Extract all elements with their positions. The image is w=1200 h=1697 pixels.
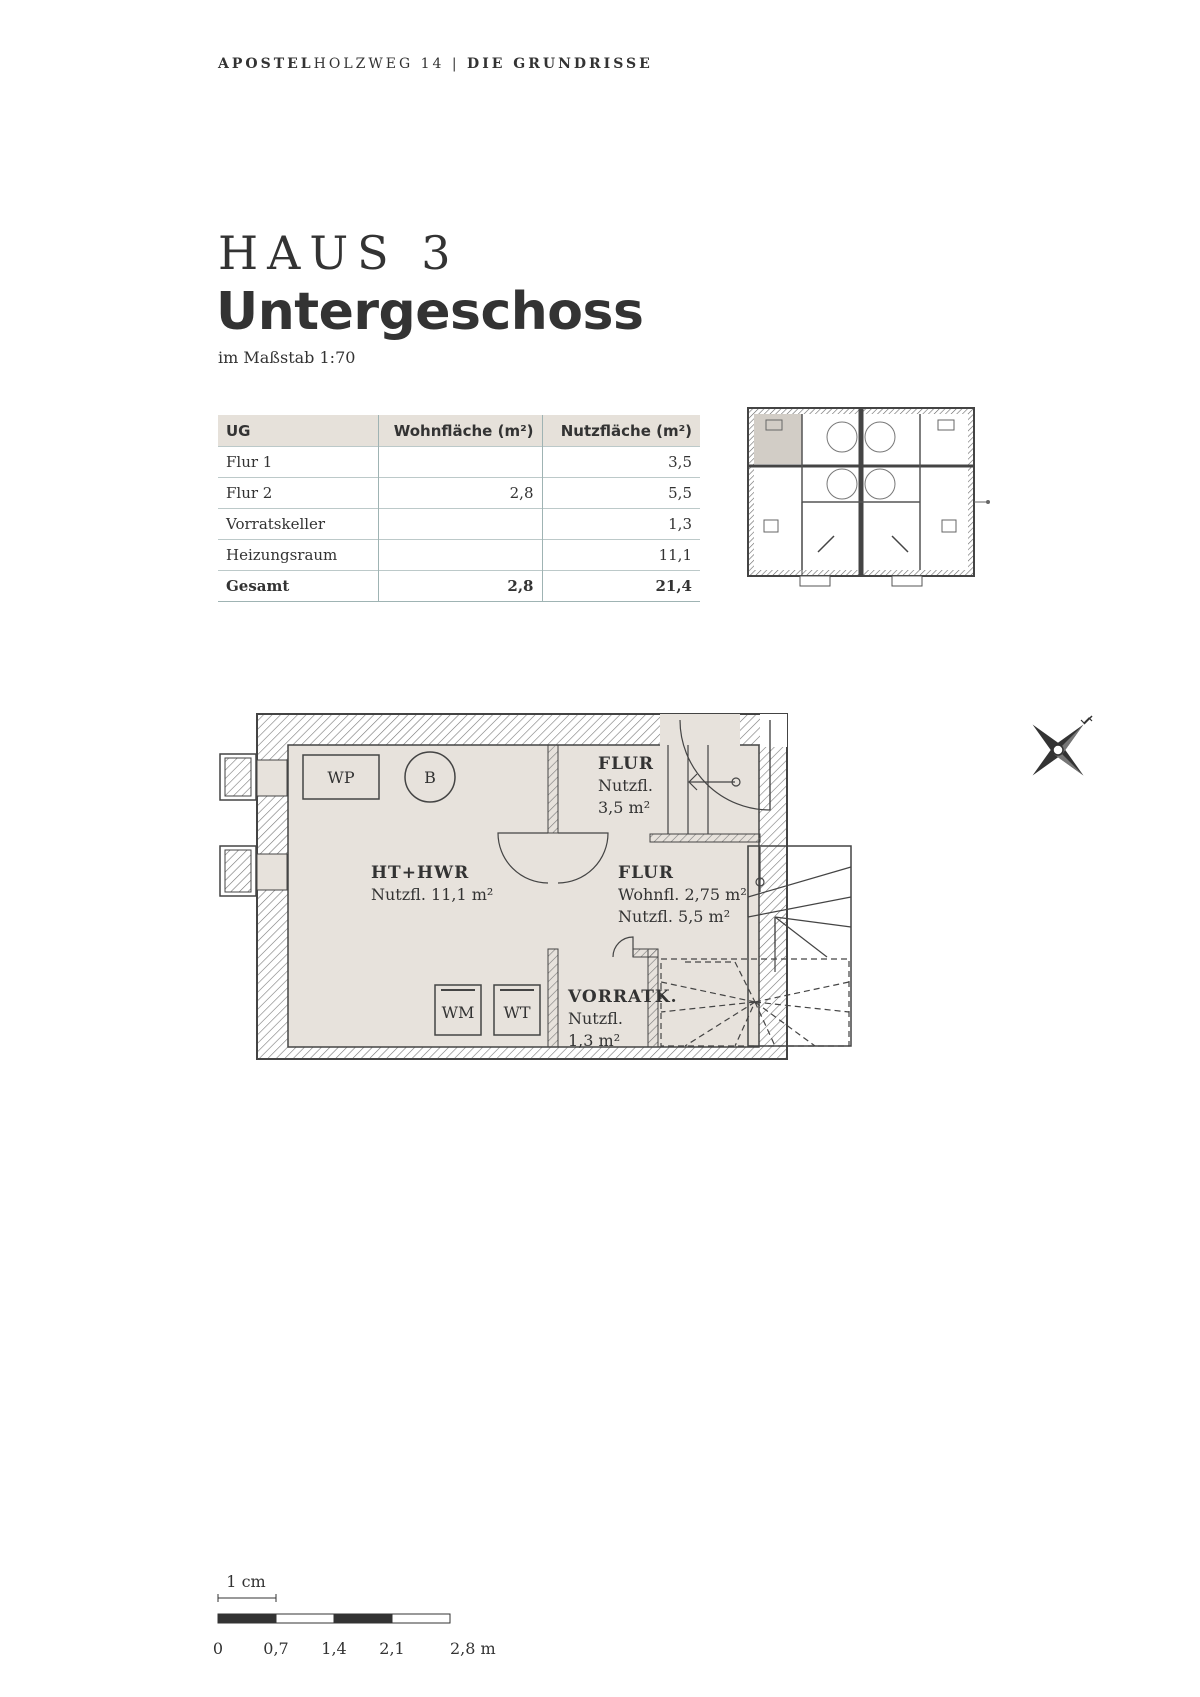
- wm-label: WM: [441, 1003, 475, 1022]
- wt-label: WT: [503, 1003, 531, 1022]
- area-table: [218, 415, 700, 602]
- wp-label: WP: [327, 768, 355, 787]
- entrance-area: [761, 714, 785, 745]
- room-area-label-vorratk: Nutzfl.: [568, 1009, 623, 1028]
- nutzflaeche-value: 5,5: [542, 478, 700, 509]
- scale-tick-label: 2,1: [379, 1639, 405, 1658]
- nutzflaeche-value: 1,3: [542, 509, 700, 540]
- running-header: [218, 56, 653, 72]
- wohnflaeche-value: [378, 447, 542, 478]
- header-separator: |: [451, 56, 460, 72]
- total-wohnflaeche: 2,8: [378, 571, 542, 602]
- room-area-flur1: 3,5 m²: [598, 798, 651, 817]
- room-name-flur2: FLUR: [618, 863, 675, 883]
- key-plan-highlight: [754, 414, 802, 464]
- table-row: [218, 509, 700, 540]
- table-header-floor: UG: [218, 415, 378, 447]
- room-area-label-flur1: Nutzfl.: [598, 776, 653, 795]
- header-project: APOSTEL: [218, 56, 314, 72]
- table-header-nutzflaeche: Nutzfläche (m²): [542, 415, 700, 447]
- room-wohn-flur2: Wohnfl. 2,75 m²: [618, 885, 747, 904]
- room-area-vorratk: 1,3 m²: [568, 1031, 621, 1050]
- table-total-row: [218, 571, 700, 602]
- wohnflaeche-value: [378, 509, 542, 540]
- interior-wall: [548, 745, 558, 833]
- compass-rose: [1018, 710, 1098, 790]
- room-name-ht-hwr: HT+HWR: [371, 863, 470, 883]
- nutzflaeche-value: 3,5: [542, 447, 700, 478]
- table-row: [218, 540, 700, 571]
- header-section: DIE GRUNDRISSE: [467, 56, 653, 72]
- scale-bar: [210, 1570, 496, 1670]
- entrance-niche: [660, 714, 740, 830]
- total-label: Gesamt: [218, 571, 378, 602]
- key-plan: [742, 402, 992, 602]
- scale-unit-label: 1 cm: [226, 1572, 266, 1591]
- room-name: Heizungsraum: [218, 540, 378, 571]
- table-row: [218, 447, 700, 478]
- nutzflaeche-value: 11,1: [542, 540, 700, 571]
- wohnflaeche-value: 2,8: [378, 478, 542, 509]
- table-header-wohnflaeche: Wohnfläche (m²): [378, 415, 542, 447]
- header-project-rest: HOLZWEG 14: [313, 56, 445, 72]
- table-row: [218, 478, 700, 509]
- scale-note: im Maßstab 1:70: [218, 348, 356, 367]
- wohnflaeche-value: [378, 540, 542, 571]
- total-nutzflaeche: 21,4: [542, 571, 700, 602]
- scale-tick-label: 0,7: [263, 1639, 289, 1658]
- room-name: Flur 2: [218, 478, 378, 509]
- floor-plan: [215, 712, 885, 1077]
- house-title: HAUS 3: [218, 226, 460, 280]
- room-name-vorratk: VORRATK.: [568, 987, 678, 1007]
- floor-title: Untergeschoss: [216, 282, 644, 342]
- room-name-flur1: FLUR: [598, 754, 655, 774]
- scale-tick-label: 0: [212, 1639, 224, 1658]
- scale-tick-label: 2,8 m: [450, 1639, 496, 1658]
- room-name: Vorratskeller: [218, 509, 378, 540]
- table-header-row: [218, 415, 700, 447]
- north-marker-icon: [1081, 716, 1092, 724]
- scale-tick-label: 1,4: [321, 1639, 347, 1658]
- room-area-ht-hwr: Nutzfl. 11,1 m²: [371, 885, 494, 904]
- boiler-label: B: [424, 768, 436, 787]
- room-name: Flur 1: [218, 447, 378, 478]
- room-nutz-flur2: Nutzfl. 5,5 m²: [618, 907, 731, 926]
